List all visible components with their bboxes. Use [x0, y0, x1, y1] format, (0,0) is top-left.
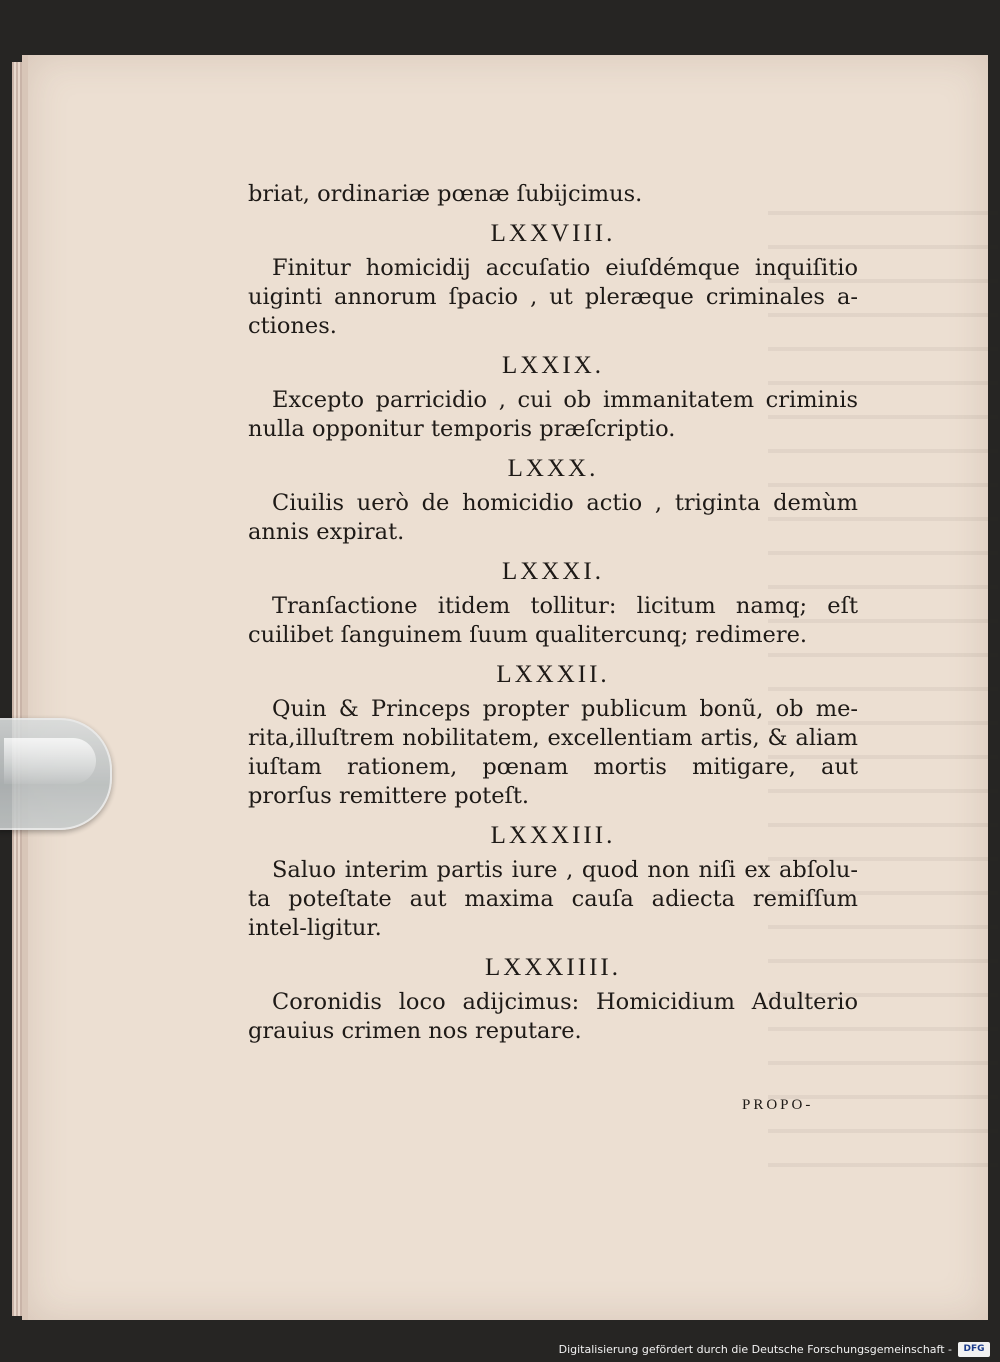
section-heading: LXXIX. — [501, 352, 604, 379]
paragraph: Saluo interim partis iure , quod non niſi ex abſolu-ta poteſtate aut maxima cauſa adiecta remiſſum intel-ligitur. — [248, 857, 858, 941]
section-heading: LXXXIII. — [490, 822, 616, 849]
section-heading: LXXXI. — [501, 558, 604, 585]
section-heading: LXXVIII. — [490, 220, 616, 247]
paragraph: Tranſactione itidem tollitur: licitum namq; eſt cuilibet ſanguinem ſuum qualitercunq; redimere. — [248, 593, 858, 648]
page-text — [248, 180, 858, 1046]
section-heading: LXXXII. — [496, 661, 610, 688]
paragraph: Coronidis loco adijcimus: Homicidium Adulterio grauius crimen nos reputare. — [248, 989, 858, 1044]
paragraph: Ciuilis uerò de homicidio actio , triginta demùm annis expirat. — [248, 490, 858, 545]
page-clip-glare — [4, 738, 96, 784]
catchword: PROPO- — [742, 1097, 814, 1113]
dfg-logo-text: DFG — [963, 1344, 985, 1354]
section-heading: LXXX. — [507, 455, 599, 482]
paragraph: briat, ordinariæ pœnæ ſubijcimus. — [248, 181, 643, 207]
dfg-logo — [958, 1342, 990, 1357]
section-heading: LXXXIIII. — [485, 954, 621, 981]
paragraph: Excepto parricidio , cui ob immanitatem criminis nulla opponitur temporis præſcriptio. — [248, 387, 858, 442]
paragraph: Quin & Princeps propter publicum bonũ, ob me-rita,illuſtrem nobilitatem, excellentiam artis, & aliam iuſtam rationem, pœnam mortis mitigare, aut prorſus remittere poteſt. — [248, 696, 858, 809]
footer-credit: Digitalisierung gefördert durch die Deutsche Forschungsgemeinschaft - — [558, 1343, 952, 1356]
paragraph: Finitur homicidij accuſatio eiuſdémque inquiſitio uiginti annorum ſpacio , ut pleræque criminales a-ctiones. — [248, 255, 858, 339]
